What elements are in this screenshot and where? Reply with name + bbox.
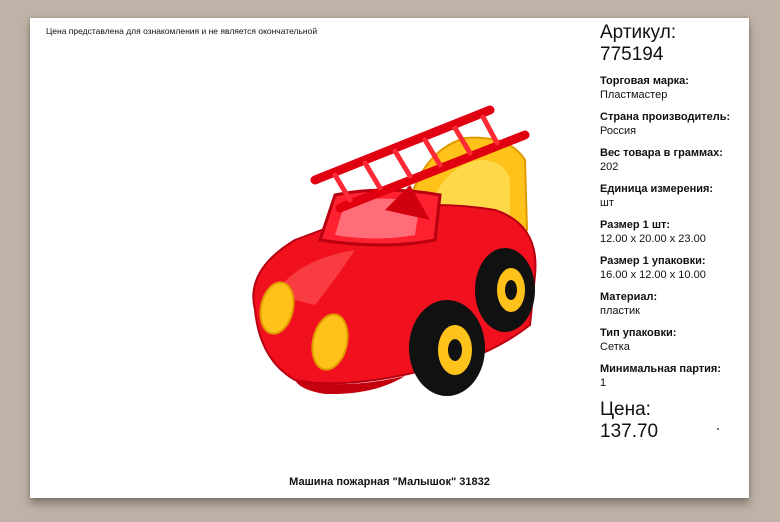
spec-value: 1	[600, 377, 607, 389]
spec-label: Торговая марка:	[600, 75, 689, 87]
spec-item-size	[600, 218, 748, 246]
product-specs	[600, 22, 748, 443]
spec-min-batch	[600, 362, 748, 390]
product-title: Машина пожарная "Малышок" 31832	[289, 476, 490, 488]
spec-value: Россия	[600, 125, 637, 137]
article-label: Артикул:	[600, 22, 677, 43]
spec-value: шт	[600, 197, 614, 209]
spec-material	[600, 290, 748, 318]
spec-label: Тип упаковки:	[600, 327, 677, 339]
spec-value: 202	[600, 161, 619, 173]
spec-country	[600, 110, 748, 138]
decorative-dot	[717, 428, 719, 430]
price-value: 137.70	[600, 421, 659, 442]
article-value: 775194	[600, 44, 664, 65]
price-label: Цена:	[600, 399, 651, 420]
spec-label: Единица измерения:	[600, 183, 714, 195]
price-block	[600, 399, 748, 443]
spec-value: Пластмастер	[600, 89, 668, 101]
product-card	[30, 18, 749, 498]
spec-label: Размер 1 упаковки:	[600, 255, 706, 267]
spec-package-type	[600, 326, 748, 354]
spec-value: 16.00 x 12.00 x 10.00	[600, 269, 706, 281]
spec-label: Материал:	[600, 291, 658, 303]
spec-value: 12.00 x 20.00 x 23.00	[600, 233, 706, 245]
spec-label: Минимальная партия:	[600, 363, 721, 375]
spec-unit	[600, 182, 748, 210]
spec-brand	[600, 74, 748, 102]
price-notice: Цена представлена для ознакомления и не является окончательной	[46, 26, 318, 36]
spec-value: пластик	[600, 305, 640, 317]
spec-value: Сетка	[600, 341, 630, 353]
spec-weight	[600, 146, 748, 174]
spec-package-size	[600, 254, 748, 282]
fire-truck-toy-image	[235, 90, 545, 420]
spec-label: Вес товара в граммах:	[600, 147, 723, 159]
spec-label: Размер 1 шт:	[600, 219, 671, 231]
spec-label: Страна производитель:	[600, 111, 731, 123]
